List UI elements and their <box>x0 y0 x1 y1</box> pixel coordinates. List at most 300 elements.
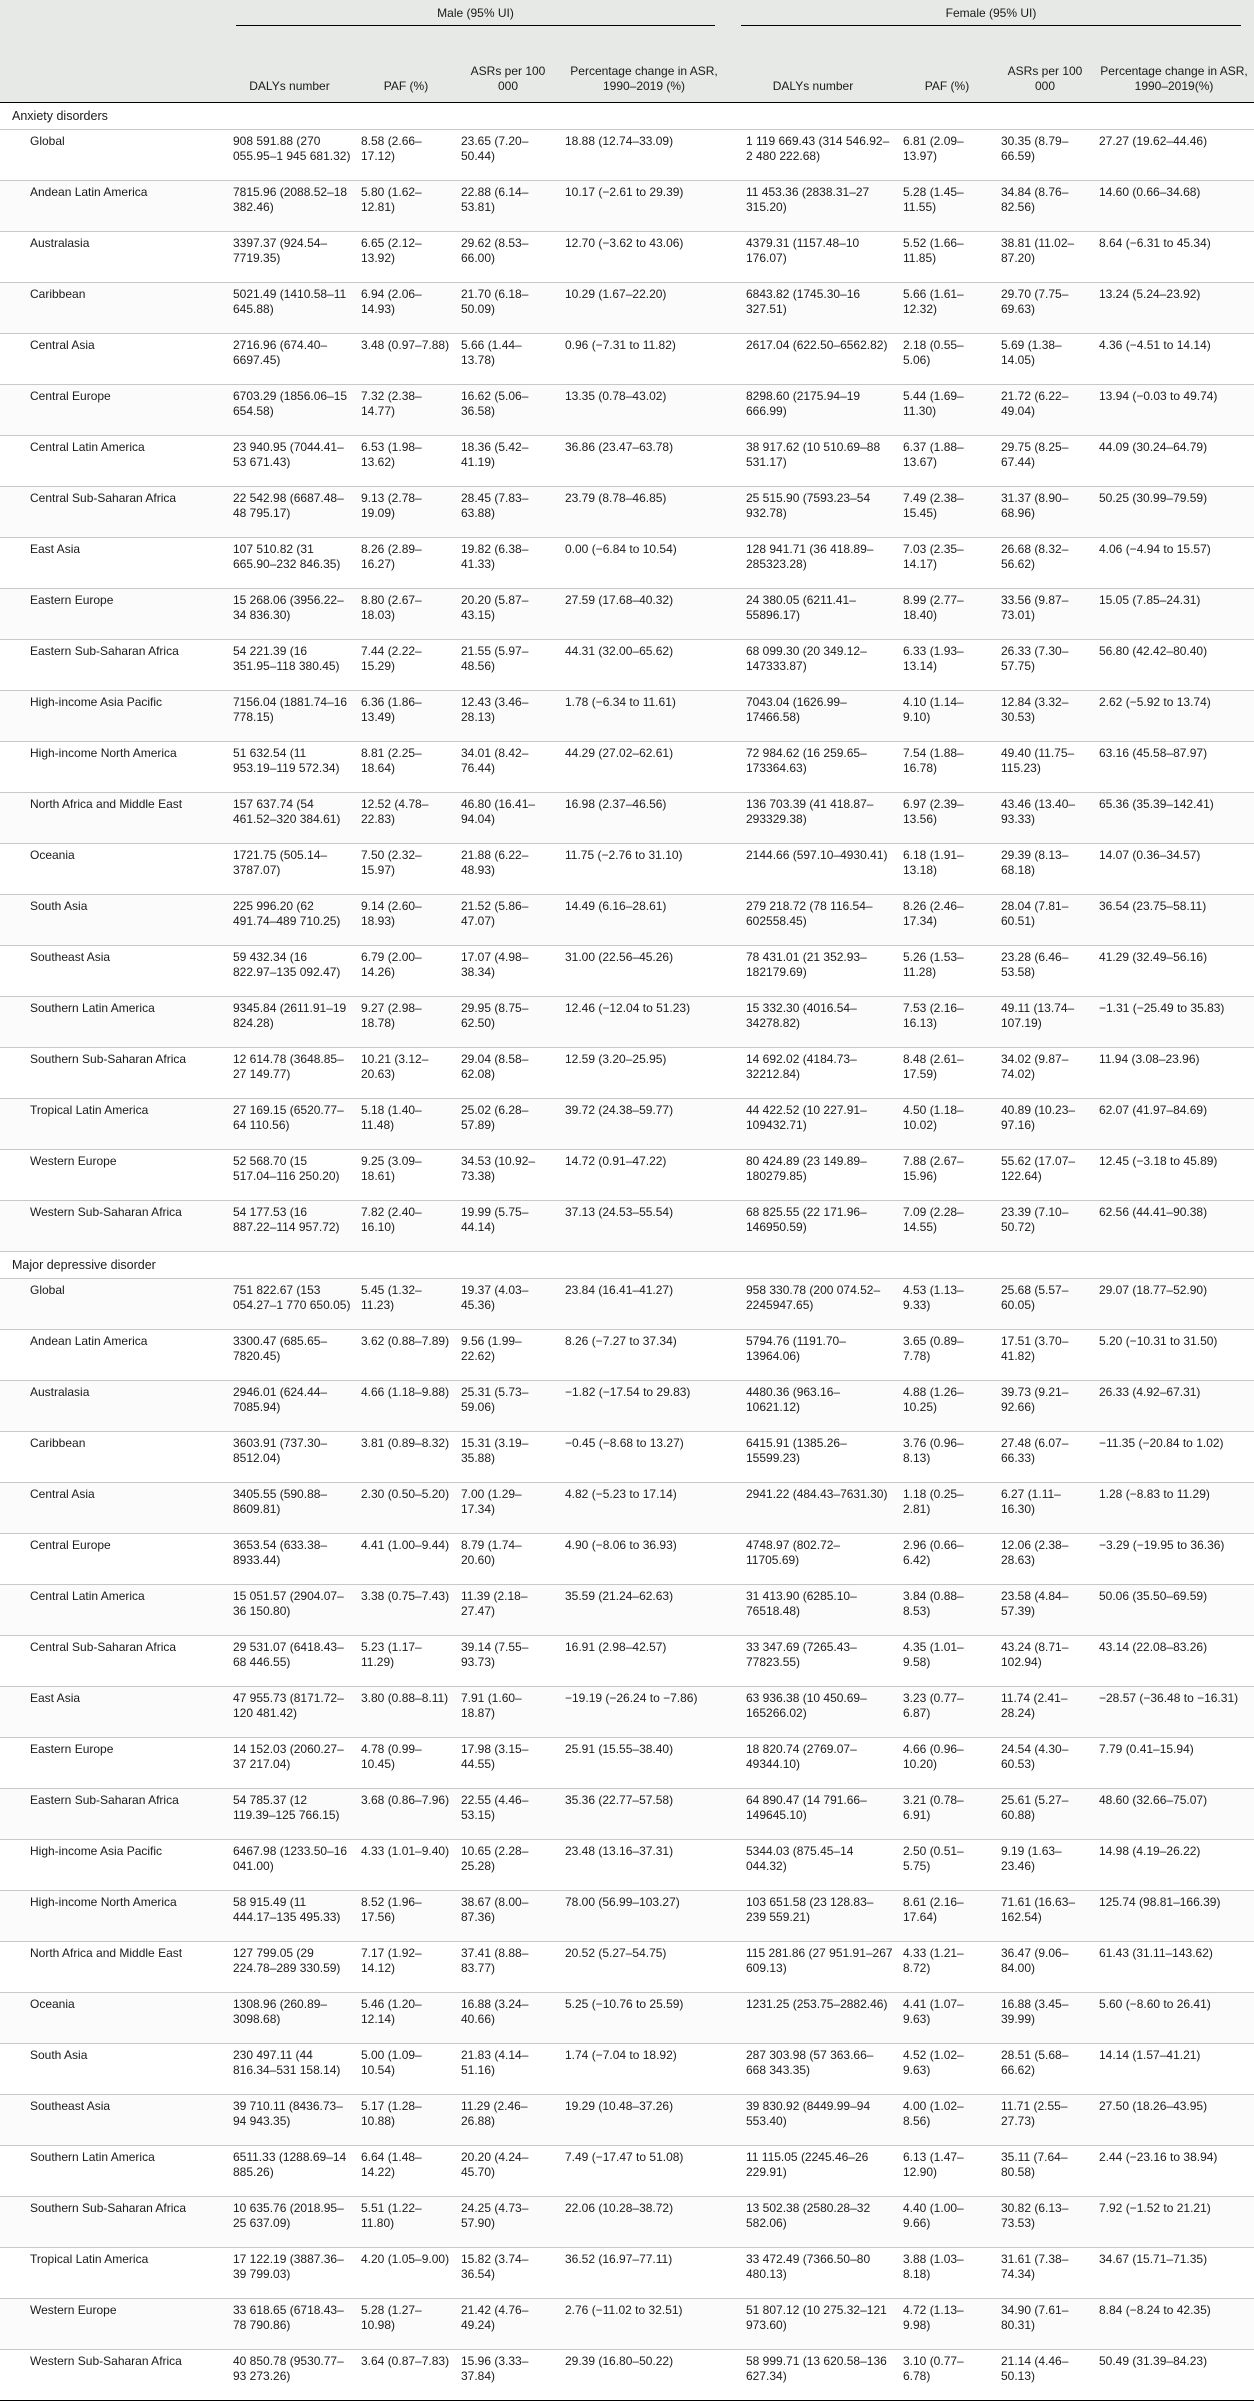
table-cell: 37.41 (8.88–83.77) <box>456 1942 560 1993</box>
table-row <box>0 334 1254 385</box>
table-cell: 54 177.53 (16 887.22–114 957.72) <box>223 1201 356 1252</box>
region-name: Eastern Europe <box>0 589 223 640</box>
table-cell: 15 332.30 (4016.54–34278.82) <box>728 997 898 1048</box>
table-cell: 20.20 (5.87–43.15) <box>456 589 560 640</box>
table-cell: 7.44 (2.22–15.29) <box>356 640 456 691</box>
table-cell: 1.78 (−6.34 to 11.61) <box>560 691 728 742</box>
table-row <box>0 1048 1254 1099</box>
table-cell: 3397.37 (924.54–7719.35) <box>223 232 356 283</box>
table-cell: 12.59 (3.20–25.95) <box>560 1048 728 1099</box>
table-cell: 12.52 (4.78–22.83) <box>356 793 456 844</box>
table-cell: 51 807.12 (10 275.32–121 973.60) <box>728 2299 898 2350</box>
table-cell: 36.47 (9.06–84.00) <box>996 1942 1094 1993</box>
table-cell: 11.71 (2.55–27.73) <box>996 2095 1094 2146</box>
table-row <box>0 895 1254 946</box>
table-cell: 4.88 (1.26–10.25) <box>898 1381 996 1432</box>
region-name: Western Sub-Saharan Africa <box>0 1201 223 1252</box>
region-name: Western Europe <box>0 1150 223 1201</box>
table-cell: 6.36 (1.86–13.49) <box>356 691 456 742</box>
table-cell: 2.96 (0.66–6.42) <box>898 1534 996 1585</box>
table-cell: 5.60 (−8.60 to 26.41) <box>1094 1993 1254 2044</box>
table-cell: 25.91 (15.55–38.40) <box>560 1738 728 1789</box>
table-cell: 5.20 (−10.31 to 31.50) <box>1094 1330 1254 1381</box>
table-cell: 54 221.39 (16 351.95–118 380.45) <box>223 640 356 691</box>
table-cell: 56.80 (42.42–80.40) <box>1094 640 1254 691</box>
table-cell: 9.25 (3.09–18.61) <box>356 1150 456 1201</box>
table-cell: 14.14 (1.57–41.21) <box>1094 2044 1254 2095</box>
table-cell: 115 281.86 (27 951.91–267 609.13) <box>728 1942 898 1993</box>
table-cell: 15.82 (3.74–36.54) <box>456 2248 560 2299</box>
table-cell: 7.82 (2.40–16.10) <box>356 1201 456 1252</box>
table-cell: 3300.47 (685.65–7820.45) <box>223 1330 356 1381</box>
table-cell: 3.23 (0.77–6.87) <box>898 1687 996 1738</box>
table-cell: 8.26 (2.89–16.27) <box>356 538 456 589</box>
region-name: High-income Asia Pacific <box>0 691 223 742</box>
table-cell: 5.26 (1.53–11.28) <box>898 946 996 997</box>
col-female-dalys: DALYs number <box>728 32 898 103</box>
table-cell: 52 568.70 (15 517.04–116 250.20) <box>223 1150 356 1201</box>
table-cell: 35.11 (7.64–80.58) <box>996 2146 1094 2197</box>
table-cell: 39.14 (7.55–93.73) <box>456 1636 560 1687</box>
table-cell: 68 825.55 (22 171.96–146950.59) <box>728 1201 898 1252</box>
table-cell: 27.50 (18.26–43.95) <box>1094 2095 1254 2146</box>
table-row <box>0 1099 1254 1150</box>
region-name: North Africa and Middle East <box>0 1942 223 1993</box>
table-cell: 23.58 (4.84–57.39) <box>996 1585 1094 1636</box>
table-cell: 65.36 (35.39–142.41) <box>1094 793 1254 844</box>
table-cell: 30.82 (6.13–73.53) <box>996 2197 1094 2248</box>
table-cell: 54 785.37 (12 119.39–125 766.15) <box>223 1789 356 1840</box>
table-cell: 14 152.03 (2060.27–37 217.04) <box>223 1738 356 1789</box>
table-row <box>0 1432 1254 1483</box>
table-cell: 21.55 (5.97–48.56) <box>456 640 560 691</box>
table-cell: 22.88 (6.14–53.81) <box>456 181 560 232</box>
table-row <box>0 538 1254 589</box>
table-row <box>0 1687 1254 1738</box>
table-row <box>0 1738 1254 1789</box>
table-cell: 31.37 (8.90–68.96) <box>996 487 1094 538</box>
table-cell: 44 422.52 (10 227.91–109432.71) <box>728 1099 898 1150</box>
region-name: South Asia <box>0 895 223 946</box>
region-name: Tropical Latin America <box>0 2248 223 2299</box>
region-name: Central Sub-Saharan Africa <box>0 487 223 538</box>
table-cell: 7.54 (1.88–16.78) <box>898 742 996 793</box>
table-cell: 58 915.49 (11 444.17–135 495.33) <box>223 1891 356 1942</box>
table-cell: 4379.31 (1157.48–10 176.07) <box>728 232 898 283</box>
table-cell: 29.04 (8.58–62.08) <box>456 1048 560 1099</box>
table-cell: 0.96 (−7.31 to 11.82) <box>560 334 728 385</box>
table-cell: 5.23 (1.17–11.29) <box>356 1636 456 1687</box>
table-body <box>0 103 1254 2401</box>
region-name: Australasia <box>0 1381 223 1432</box>
table-row <box>0 436 1254 487</box>
section-title: Major depressive disorder <box>0 1252 1254 1279</box>
table-cell: 15.31 (3.19–35.88) <box>456 1432 560 1483</box>
region-name: East Asia <box>0 1687 223 1738</box>
table-cell: 9.13 (2.78–19.09) <box>356 487 456 538</box>
table-cell: 12.43 (3.46–28.13) <box>456 691 560 742</box>
table-cell: 5021.49 (1410.58–11 645.88) <box>223 283 356 334</box>
region-name: South Asia <box>0 2044 223 2095</box>
table-cell: 25.31 (5.73–59.06) <box>456 1381 560 1432</box>
table-cell: 1308.96 (260.89–3098.68) <box>223 1993 356 2044</box>
table-cell: 13 502.38 (2580.28–32 582.06) <box>728 2197 898 2248</box>
region-name: High-income North America <box>0 1891 223 1942</box>
table-cell: 16.88 (3.45–39.99) <box>996 1993 1094 2044</box>
region-name: Global <box>0 1279 223 1330</box>
region-name: Global <box>0 130 223 181</box>
table-row <box>0 1279 1254 1330</box>
table-cell: 26.68 (8.32–56.62) <box>996 538 1094 589</box>
table-cell: 4.50 (1.18–10.02) <box>898 1099 996 1150</box>
table-cell: 29.62 (8.53–66.00) <box>456 232 560 283</box>
section-title: Anxiety disorders <box>0 103 1254 130</box>
female-group-header: Female (95% UI) <box>728 0 1254 32</box>
table-cell: 4.10 (1.14–9.10) <box>898 691 996 742</box>
table-cell: 8.61 (2.16–17.64) <box>898 1891 996 1942</box>
table-row <box>0 742 1254 793</box>
region-name: Western Sub-Saharan Africa <box>0 2350 223 2401</box>
table-cell: 17.51 (3.70–41.82) <box>996 1330 1094 1381</box>
table-cell: 1 119 669.43 (314 546.92–2 480 222.68) <box>728 130 898 181</box>
table-cell: 9.19 (1.63–23.46) <box>996 1840 1094 1891</box>
table-cell: 39.73 (9.21–92.66) <box>996 1381 1094 1432</box>
table-cell: 21.72 (6.22–49.04) <box>996 385 1094 436</box>
table-cell: 62.07 (41.97–84.69) <box>1094 1099 1254 1150</box>
table-header <box>0 0 1254 103</box>
table-cell: 34.84 (8.76–82.56) <box>996 181 1094 232</box>
table-cell: 21.52 (5.86–47.07) <box>456 895 560 946</box>
region-name: Tropical Latin America <box>0 1099 223 1150</box>
table-cell: 7.32 (2.38–14.77) <box>356 385 456 436</box>
table-cell: 9345.84 (2611.91–19 824.28) <box>223 997 356 1048</box>
table-cell: 1.74 (−7.04 to 18.92) <box>560 2044 728 2095</box>
table-cell: 18.88 (12.74–33.09) <box>560 130 728 181</box>
table-cell: 3.65 (0.89–7.78) <box>898 1330 996 1381</box>
col-male-paf: PAF (%) <box>356 32 456 103</box>
region-name: Eastern Sub-Saharan Africa <box>0 640 223 691</box>
table-cell: 63 936.38 (10 450.69–165266.02) <box>728 1687 898 1738</box>
table-cell: 5.44 (1.69–11.30) <box>898 385 996 436</box>
table-cell: 103 651.58 (23 128.83–239 559.21) <box>728 1891 898 1942</box>
table-cell: 4.78 (0.99–10.45) <box>356 1738 456 1789</box>
table-row <box>0 793 1254 844</box>
region-name: Southern Latin America <box>0 997 223 1048</box>
region-name: Southeast Asia <box>0 2095 223 2146</box>
table-cell: 8.81 (2.25–18.64) <box>356 742 456 793</box>
table-row <box>0 130 1254 181</box>
table-cell: 128 941.71 (36 418.89–285323.28) <box>728 538 898 589</box>
table-cell: 33.56 (9.87–73.01) <box>996 589 1094 640</box>
table-cell: 4.20 (1.05–9.00) <box>356 2248 456 2299</box>
table-cell: 47 955.73 (8171.72–120 481.42) <box>223 1687 356 1738</box>
table-cell: 6.97 (2.39–13.56) <box>898 793 996 844</box>
table-row <box>0 640 1254 691</box>
table-cell: −1.31 (−25.49 to 35.83) <box>1094 997 1254 1048</box>
table-cell: 1231.25 (253.75–2882.46) <box>728 1993 898 2044</box>
table-cell: 14.07 (0.36–34.57) <box>1094 844 1254 895</box>
region-name: Central Asia <box>0 1483 223 1534</box>
table-cell: 29.39 (8.13–68.18) <box>996 844 1094 895</box>
table-cell: 78.00 (56.99–103.27) <box>560 1891 728 1942</box>
table-cell: 50.06 (35.50–69.59) <box>1094 1585 1254 1636</box>
table-cell: 4.90 (−8.06 to 36.93) <box>560 1534 728 1585</box>
table-cell: 3603.91 (737.30–8512.04) <box>223 1432 356 1483</box>
region-name: East Asia <box>0 538 223 589</box>
table-cell: −3.29 (−19.95 to 36.36) <box>1094 1534 1254 1585</box>
table-cell: 29.70 (7.75–69.63) <box>996 283 1094 334</box>
table-cell: 20.20 (4.24–45.70) <box>456 2146 560 2197</box>
table-cell: 26.33 (4.92–67.31) <box>1094 1381 1254 1432</box>
table-cell: 5.17 (1.28–10.88) <box>356 2095 456 2146</box>
table-cell: 14.49 (6.16–28.61) <box>560 895 728 946</box>
table-row <box>0 946 1254 997</box>
table-cell: 29.39 (16.80–50.22) <box>560 2350 728 2401</box>
region-name: Southern Sub-Saharan Africa <box>0 2197 223 2248</box>
table-cell: 40.89 (10.23–97.16) <box>996 1099 1094 1150</box>
table-cell: 5.66 (1.61–12.32) <box>898 283 996 334</box>
table-cell: 44.29 (27.02–62.61) <box>560 742 728 793</box>
table-cell: 17 122.19 (3887.36–39 799.03) <box>223 2248 356 2299</box>
region-name: Central Europe <box>0 1534 223 1585</box>
table-cell: 6511.33 (1288.69–14 885.26) <box>223 2146 356 2197</box>
table-row <box>0 1150 1254 1201</box>
table-cell: 24.54 (4.30–60.53) <box>996 1738 1094 1789</box>
table-cell: 21.14 (4.46–50.13) <box>996 2350 1094 2401</box>
table-cell: 23.79 (8.78–46.85) <box>560 487 728 538</box>
table-cell: −19.19 (−26.24 to −7.86) <box>560 1687 728 1738</box>
table-cell: 230 497.11 (44 816.34–531 158.14) <box>223 2044 356 2095</box>
table-cell: 2.18 (0.55–5.06) <box>898 334 996 385</box>
table-cell: 12.70 (−3.62 to 43.06) <box>560 232 728 283</box>
table-row <box>0 283 1254 334</box>
table-cell: 15 268.06 (3956.22–34 836.30) <box>223 589 356 640</box>
table-cell: 6.27 (1.11–16.30) <box>996 1483 1094 1534</box>
table-cell: 5.18 (1.40–11.48) <box>356 1099 456 1150</box>
region-name: Oceania <box>0 844 223 895</box>
table-cell: 4.33 (1.01–9.40) <box>356 1840 456 1891</box>
table-row <box>0 1534 1254 1585</box>
table-cell: 48.60 (32.66–75.07) <box>1094 1789 1254 1840</box>
table-cell: 2.50 (0.51–5.75) <box>898 1840 996 1891</box>
table-cell: 29.75 (8.25–67.44) <box>996 436 1094 487</box>
region-name: Eastern Sub-Saharan Africa <box>0 1789 223 1840</box>
table-cell: 50.49 (31.39–84.23) <box>1094 2350 1254 2401</box>
table-cell: 7.03 (2.35–14.17) <box>898 538 996 589</box>
table-cell: 3653.54 (633.38–8933.44) <box>223 1534 356 1585</box>
table-row <box>0 181 1254 232</box>
table-cell: 12 614.78 (3648.85–27 149.77) <box>223 1048 356 1099</box>
table-cell: 6.37 (1.88–13.67) <box>898 436 996 487</box>
region-name: Andean Latin America <box>0 181 223 232</box>
table-cell: 7.50 (2.32–15.97) <box>356 844 456 895</box>
table-cell: 4.82 (−5.23 to 17.14) <box>560 1483 728 1534</box>
table-cell: 62.56 (44.41–90.38) <box>1094 1201 1254 1252</box>
table-cell: 25 515.90 (7593.23–54 932.78) <box>728 487 898 538</box>
table-cell: 25.61 (5.27–60.88) <box>996 1789 1094 1840</box>
region-name: Western Europe <box>0 2299 223 2350</box>
table-cell: 9.56 (1.99–22.62) <box>456 1330 560 1381</box>
table-cell: 36.52 (16.97–77.11) <box>560 2248 728 2299</box>
table-cell: 4.41 (1.07–9.63) <box>898 1993 996 2044</box>
table-row <box>0 2197 1254 2248</box>
table-cell: 25.68 (5.57–60.05) <box>996 1279 1094 1330</box>
table-cell: 136 703.39 (41 418.87–293329.38) <box>728 793 898 844</box>
table-cell: 8.26 (−7.27 to 37.34) <box>560 1330 728 1381</box>
region-name: Southern Sub-Saharan Africa <box>0 1048 223 1099</box>
table-cell: 3.84 (0.88–8.53) <box>898 1585 996 1636</box>
table-cell: 38.81 (11.02–87.20) <box>996 232 1094 283</box>
table-row <box>0 1840 1254 1891</box>
region-name: Oceania <box>0 1993 223 2044</box>
table-row <box>0 2248 1254 2299</box>
table-cell: 1.18 (0.25–2.81) <box>898 1483 996 1534</box>
table-cell: 7.00 (1.29–17.34) <box>456 1483 560 1534</box>
table-cell: 3405.55 (590.88–8609.81) <box>223 1483 356 1534</box>
table-cell: 7.17 (1.92–14.12) <box>356 1942 456 1993</box>
table-cell: 26.33 (7.30–57.75) <box>996 640 1094 691</box>
table-cell: 10.65 (2.28–25.28) <box>456 1840 560 1891</box>
table-cell: 6467.98 (1233.50–16 041.00) <box>223 1840 356 1891</box>
table-cell: 157 637.74 (54 461.52–320 384.61) <box>223 793 356 844</box>
table-row <box>0 1330 1254 1381</box>
table-cell: 6843.82 (1745.30–16 327.51) <box>728 283 898 334</box>
table-cell: 8.79 (1.74–20.60) <box>456 1534 560 1585</box>
region-name: Southern Latin America <box>0 2146 223 2197</box>
table-cell: 8298.60 (2175.94–19 666.99) <box>728 385 898 436</box>
table-cell: 16.62 (5.06–36.58) <box>456 385 560 436</box>
region-name: Caribbean <box>0 283 223 334</box>
col-male-asr: ASRs per 100 000 <box>456 32 560 103</box>
table-cell: 279 218.72 (78 116.54–602558.45) <box>728 895 898 946</box>
table-cell: 18 820.74 (2769.07–49344.10) <box>728 1738 898 1789</box>
table-row <box>0 1381 1254 1432</box>
table-cell: 27.59 (17.68–40.32) <box>560 589 728 640</box>
table-cell: 6415.91 (1385.26–15599.23) <box>728 1432 898 1483</box>
region-name: High-income Asia Pacific <box>0 1840 223 1891</box>
table-cell: 6.79 (2.00–14.26) <box>356 946 456 997</box>
table-cell: 7.79 (0.41–15.94) <box>1094 1738 1254 1789</box>
table-cell: 6.13 (1.47–12.90) <box>898 2146 996 2197</box>
table-cell: 15.96 (3.33–37.84) <box>456 2350 560 2401</box>
table-cell: 21.88 (6.22–48.93) <box>456 844 560 895</box>
table-cell: 44.09 (30.24–64.79) <box>1094 436 1254 487</box>
table-cell: 29.07 (18.77–52.90) <box>1094 1279 1254 1330</box>
table-cell: 12.45 (−3.18 to 45.89) <box>1094 1150 1254 1201</box>
table-cell: 44.31 (32.00–65.62) <box>560 640 728 691</box>
table-cell: 15 051.57 (2904.07–36 150.80) <box>223 1585 356 1636</box>
table-cell: 19.82 (6.38–41.33) <box>456 538 560 589</box>
col-female-paf: PAF (%) <box>898 32 996 103</box>
table-cell: 4.40 (1.00–9.66) <box>898 2197 996 2248</box>
table-cell: 80 424.89 (23 149.89–180279.85) <box>728 1150 898 1201</box>
table-cell: 72 984.62 (16 259.65–173364.63) <box>728 742 898 793</box>
table-row <box>0 1993 1254 2044</box>
table-cell: 10.17 (−2.61 to 29.39) <box>560 181 728 232</box>
table-cell: 5.80 (1.62–12.81) <box>356 181 456 232</box>
table-cell: 958 330.78 (200 074.52–2245947.65) <box>728 1279 898 1330</box>
table-cell: 9.27 (2.98–18.78) <box>356 997 456 1048</box>
table-cell: 33 347.69 (7265.43–77823.55) <box>728 1636 898 1687</box>
col-female-change: Percentage change in ASR, 1990–2019(%) <box>1094 32 1254 103</box>
col-male-dalys: DALYs number <box>223 32 356 103</box>
region-name: Central Latin America <box>0 436 223 487</box>
table-cell: 14.60 (0.66–34.68) <box>1094 181 1254 232</box>
table-cell: 23.84 (16.41–41.27) <box>560 1279 728 1330</box>
table-row <box>0 1942 1254 1993</box>
table-cell: 8.64 (−6.31 to 45.34) <box>1094 232 1254 283</box>
table-cell: 35.59 (21.24–62.63) <box>560 1585 728 1636</box>
table-cell: 30.35 (8.79–66.59) <box>996 130 1094 181</box>
table-cell: 5.51 (1.22–11.80) <box>356 2197 456 2248</box>
table-cell: 37.13 (24.53–55.54) <box>560 1201 728 1252</box>
table-cell: 20.52 (5.27–54.75) <box>560 1942 728 1993</box>
table-cell: 24 380.05 (6211.41–55896.17) <box>728 589 898 640</box>
table-row <box>0 844 1254 895</box>
region-name: Caribbean <box>0 1432 223 1483</box>
table-row <box>0 385 1254 436</box>
table-cell: 4.41 (1.00–9.44) <box>356 1534 456 1585</box>
table-cell: 46.80 (16.41–94.04) <box>456 793 560 844</box>
table-row <box>0 2044 1254 2095</box>
table-cell: 7.92 (−1.52 to 21.21) <box>1094 2197 1254 2248</box>
table-cell: 43.24 (8.71–102.94) <box>996 1636 1094 1687</box>
table-cell: 3.21 (0.78–6.91) <box>898 1789 996 1840</box>
table-cell: 4.36 (−4.51 to 14.14) <box>1094 334 1254 385</box>
table-cell: 4.35 (1.01–9.58) <box>898 1636 996 1687</box>
table-cell: 1721.75 (505.14–3787.07) <box>223 844 356 895</box>
table-cell: 33 618.65 (6718.43–78 790.86) <box>223 2299 356 2350</box>
table-cell: 58 999.71 (13 620.58–136 627.34) <box>728 2350 898 2401</box>
table-cell: 71.61 (16.63–162.54) <box>996 1891 1094 1942</box>
table-cell: 31 413.90 (6285.10–76518.48) <box>728 1585 898 1636</box>
table-cell: 2617.04 (622.50–6562.82) <box>728 334 898 385</box>
table-cell: 19.37 (4.03–45.36) <box>456 1279 560 1330</box>
table-cell: 13.94 (−0.03 to 49.74) <box>1094 385 1254 436</box>
table-cell: 36.54 (23.75–58.11) <box>1094 895 1254 946</box>
table-cell: 28.04 (7.81–60.51) <box>996 895 1094 946</box>
table-cell: 6.53 (1.98–13.62) <box>356 436 456 487</box>
table-cell: 3.88 (1.03–8.18) <box>898 2248 996 2299</box>
table-cell: 4.06 (−4.94 to 15.57) <box>1094 538 1254 589</box>
table-cell: 34.53 (10.92–73.38) <box>456 1150 560 1201</box>
table-cell: 6.33 (1.93–13.14) <box>898 640 996 691</box>
table-cell: 21.70 (6.18–50.09) <box>456 283 560 334</box>
table-cell: 23.65 (7.20–50.44) <box>456 130 560 181</box>
region-name: Central Asia <box>0 334 223 385</box>
table-cell: 28.45 (7.83–63.88) <box>456 487 560 538</box>
table-cell: 11 453.36 (2838.31–27 315.20) <box>728 181 898 232</box>
table-cell: 3.76 (0.96–8.13) <box>898 1432 996 1483</box>
col-female-asr: ASRs per 100 000 <box>996 32 1094 103</box>
table-cell: 64 890.47 (14 791.66–149645.10) <box>728 1789 898 1840</box>
table-cell: 23 940.95 (7044.41–53 671.43) <box>223 436 356 487</box>
table-cell: 11.74 (2.41–28.24) <box>996 1687 1094 1738</box>
table-row <box>0 1891 1254 1942</box>
table-cell: 63.16 (45.58–87.97) <box>1094 742 1254 793</box>
table-cell: 2.76 (−11.02 to 32.51) <box>560 2299 728 2350</box>
table-cell: 5344.03 (875.45–14 044.32) <box>728 1840 898 1891</box>
table-cell: 5.00 (1.09–10.54) <box>356 2044 456 2095</box>
table-cell: 11.75 (−2.76 to 31.10) <box>560 844 728 895</box>
table-cell: 41.29 (32.49–56.16) <box>1094 946 1254 997</box>
region-name: North Africa and Middle East <box>0 793 223 844</box>
table-cell: 6.81 (2.09–13.97) <box>898 130 996 181</box>
table-cell: −28.57 (−36.48 to −16.31) <box>1094 1687 1254 1738</box>
table-cell: 7.09 (2.28–14.55) <box>898 1201 996 1252</box>
table-cell: 31.00 (22.56–45.26) <box>560 946 728 997</box>
table-cell: 23.48 (13.16–37.31) <box>560 1840 728 1891</box>
